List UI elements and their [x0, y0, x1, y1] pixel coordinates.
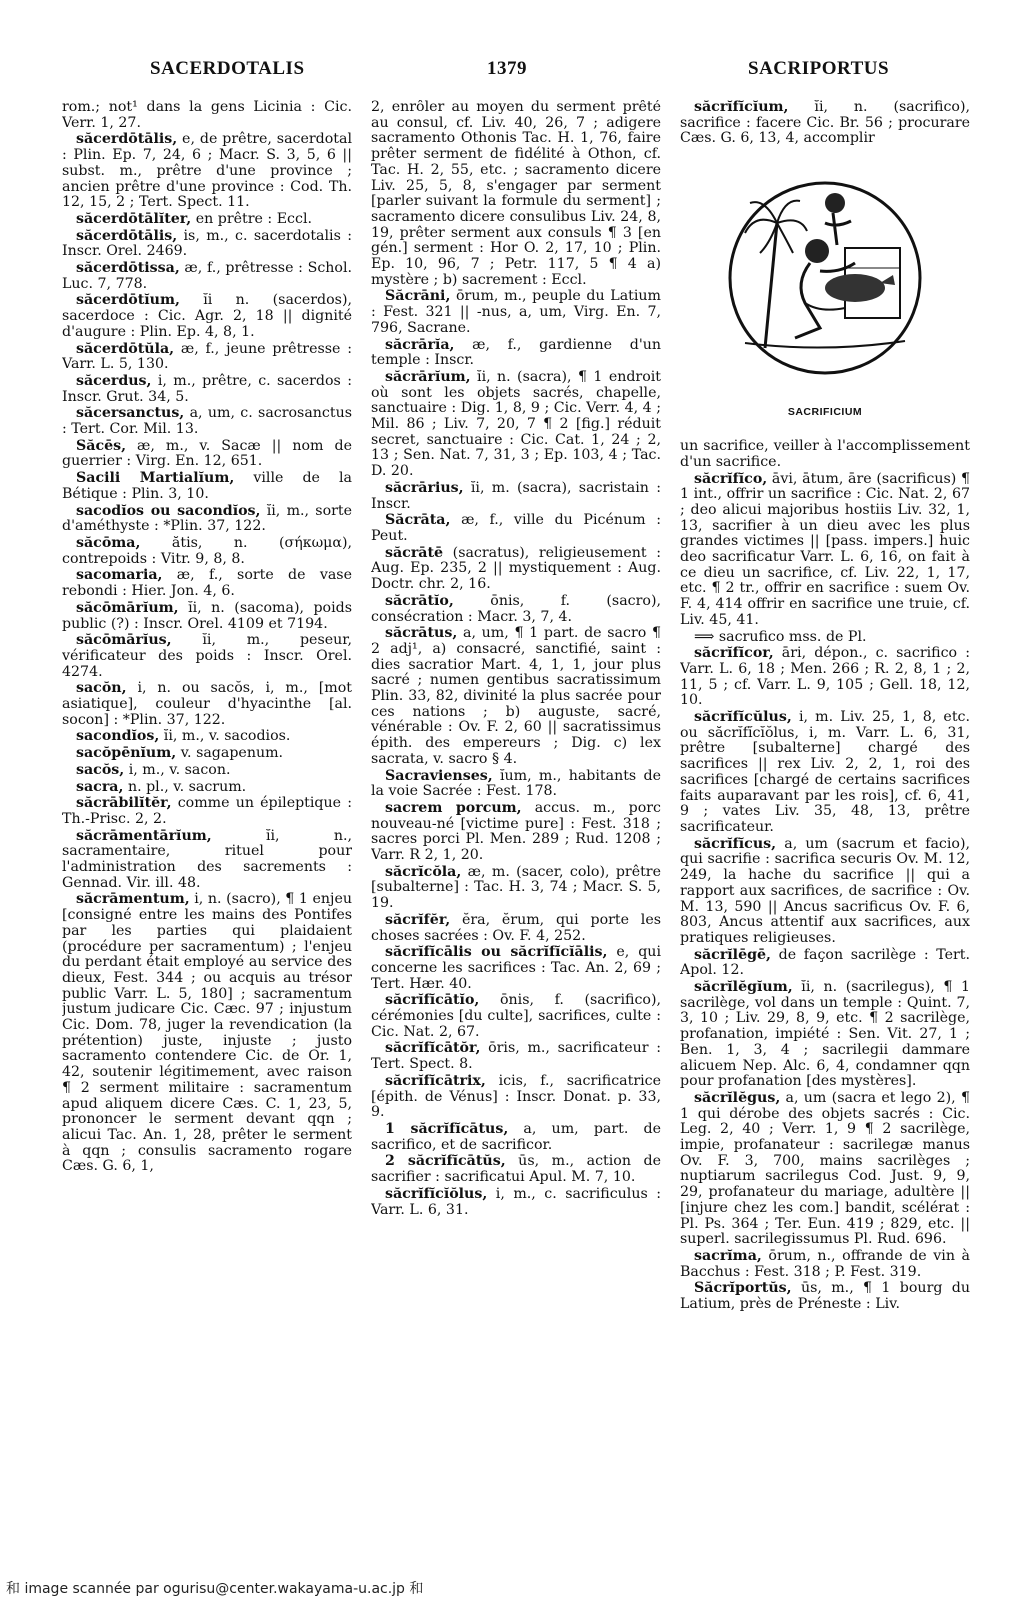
dictionary-entry — [371, 513, 661, 544]
entry-definition: a, um, ¶ 1 part. de sacro ¶ 2 adj¹, a) consacré, sanctifié, saint : dies sacratior Mart. 4, 1, 1, jour plus sacré ; numen gentibus sacratissimum Plin. 33, 82, divinité la plus sacrée pour ces nations ; b) auguste, sacré, vénérable : Ov. F. 2, 60 || sacratissimus épith. des empereurs ; Dig. c) lex sacrata, v. sacro § 4. — [371, 625, 661, 767]
dictionary-entry — [62, 568, 352, 599]
entry-headword: săcrĭlēgē, — [694, 946, 771, 963]
dictionary-entry — [371, 1187, 661, 1218]
entry-headword: săcrĭcŏla, — [385, 863, 462, 880]
entry-headword: sacŏs, — [76, 761, 125, 778]
dictionary-entry — [371, 370, 661, 480]
entry-headword: săcrĭlĕgus, — [694, 1089, 781, 1106]
dictionary-entry — [62, 471, 352, 502]
page-header — [0, 58, 1024, 88]
dictionary-entry — [62, 633, 352, 680]
entry-headword: săcerdōtālĭter, — [76, 210, 192, 227]
entry-headword: săcōma, — [76, 534, 141, 551]
dictionary-entry — [62, 504, 352, 535]
entry-definition: ūs, m., action de sacrifier : sacrificatui Apul. M. 7, 10. — [371, 1153, 661, 1186]
entry-headword: săcrāmentum, — [76, 891, 190, 908]
entry-headword: săcrāmentārĭum, — [76, 827, 212, 844]
dictionary-entry — [62, 439, 352, 470]
entry-definition: n. pl., v. sacrum. — [123, 778, 247, 795]
entry-headword: săcerdus, — [76, 372, 152, 389]
entry-headword: săcrĭfĭcātŏr, — [385, 1040, 481, 1057]
entry-definition: i, m., prêtre, c. sacerdos : Inscr. Grut. 34, 5. — [62, 372, 352, 405]
entry-definition: a, um, c. sacrosanctus : Tert. Cor. Mil. 13. — [62, 405, 352, 438]
entry-headword: săcrĭfĭcālis ou săcrĭfĭcĭālis, — [385, 944, 608, 961]
entry-definition: ĭum, m., habitants de la voie Sacrée : Fest. 178. — [371, 767, 661, 800]
entry-headword: Sacili Martialĭum, — [76, 470, 235, 487]
entry-definition: is, m., c. sacerdotalis : Inscr. Orel. 2469. — [62, 227, 352, 260]
entry-definition: accus. m., porc nouveau-né [victime pure] : Fest. 318 ; sacres porci Pl. Men. 289 ; Rud. 1208 ; Varr. R 2, 1, 20. — [371, 799, 661, 864]
entry-definition: āri, dépon., c. sacrifico : Varr. L. 6, 18 ; Men. 266 ; R. 2, 8, 1 ; 2, 11, 5 ; cf. Varr. L. 9, 105 ; Gell. 18, 12, 10. — [680, 645, 970, 709]
entry-definition: de façon sacrilège : Tert. Apol. 12. — [680, 946, 970, 979]
entry-definition: (sacratus), religieusement : Aug. Ep. 235, 2 || mystiquement : Aug. Doctr. chr. 2, 16. — [371, 544, 661, 593]
entry-headword: sacodĭos ou sacondĭos, — [76, 502, 261, 519]
entry-definition: a, um (sacrum et facio), qui sacrifie : sacrifica securis Ov. M. 12, 249, la hache du sacrifice || qui a rapport aux sacrifices, de sacrifice : Ov. M. 13, 590 || Ancus sacrificus Ov. F. 6, 803, Ancus attentif aux sacrifices, aux pratiques religieuses. — [680, 835, 970, 946]
dictionary-entry — [62, 212, 352, 228]
entry-headword: săcrĭlĕgĭum, — [694, 979, 793, 996]
dictionary-entry — [371, 289, 661, 336]
entry-headword: săcrĭfĭco, — [694, 470, 768, 487]
entry-headword: sacomaria, — [76, 567, 163, 584]
entry-headword: săcrātus, — [385, 625, 458, 642]
entry-definition: ĭi, n. (sacra), ¶ 1 endroit où sont les objets sacrés, chapelle, sanctuaire : Dig. 1, 8, 9 ; Cic. Verr. 4, 4 ; Mil. 86 ; Liv. 7, 20, 7 ¶ 2 [fig.] réduit secret, sanctuaire : Cic. Cat. 1, 24 ; 2, 13 ; Sen. Nat. 7, 31, 3 ; Ep. 103, 4 ; Tac. D. 20. — [371, 368, 661, 480]
entry-definition: i, n. ou sacŏs, i, m., [mot asiatique], couleur d'hyacinthe [al. socon] : *Plin. 37, 122. — [62, 680, 352, 728]
entry-definition: 2, enrôler au moyen du serment prêté au consul, cf. Liv. 40, 26, 7 ; adigere sacramento Othonis Tac. H. 1, 76, faire prêter serment de fidélité à Othon, cf. Tac. H. 2, 55, etc. ; sacramento dicere Liv. 25, 5, 8, s'engager par serment [parler suivant la formule du serment] ; sacramento dicere consulibus Liv. 24, 8, 19, prêter serment aux consuls ¶ 3 [en gén.] serment : Hor O. 2, 17, 10 ; Plin. Ep. 10, 96, 7 ; Petr. 117, 5 ¶ 4 a) mystère ; b) sacrement : Eccl. — [371, 100, 661, 288]
dictionary-entry — [680, 646, 970, 709]
entry-definition: i, m., v. sacon. — [124, 761, 231, 778]
entry-definition: ōrum, n., offrande de vin à Bacchus : Fest. 318 ; P. Fest. 319. — [680, 1247, 970, 1280]
entry-definition: comme un épileptique : Th.-Prisc. 2, 2. — [62, 795, 352, 827]
dictionary-entry — [62, 729, 352, 745]
right-guide-word: SACRIPORTUS — [748, 58, 890, 79]
entry-headword: săcerdōtālis, — [76, 131, 178, 148]
entry-headword: săcrĭfĭcātĭo, — [385, 992, 480, 1009]
entry-headword: săcrĭfĭcĭŏlus, — [385, 1185, 488, 1202]
dictionary-entry — [371, 626, 661, 767]
entry-definition: æ, f., gardienne d'un temple : Inscr. — [371, 336, 661, 369]
entry-definition: i, m., c. sacrificulus : Varr. L. 6, 31. — [371, 1185, 661, 1218]
dictionary-entry — [371, 338, 661, 369]
entry-definition: æ, f., prêtresse : Schol. Luc. 7, 778. — [62, 260, 352, 292]
entry-definition: ĭi, m., peseur, vérificateur des poids : Inscr. Orel. 4274. — [62, 632, 352, 680]
entry-definition: ĭi, m. (sacra), sacristain : Inscr. — [371, 479, 661, 512]
entry-headword: sacra, — [76, 778, 124, 795]
entry-headword: săcrĭfĭcĭum, — [694, 100, 789, 115]
dictionary-columns — [62, 100, 970, 1540]
dictionary-entry — [62, 829, 352, 892]
entry-definition: ĭi, n., sacramentaire, rituel pour l'administration des sacrements : Gennad. Vir. ill. 48. — [62, 827, 352, 891]
entry-headword: săcerdōtissa, — [76, 260, 180, 277]
entry-headword: săcerdōtālis, — [76, 227, 178, 244]
entry-definition: ĭi, m., sorte d'améthyste : *Plin. 37, 122. — [62, 502, 352, 535]
dictionary-entry — [371, 993, 661, 1040]
entry-definition: v. sagapenum. — [176, 745, 284, 762]
entry-headword: săcersanctus, — [76, 405, 185, 422]
entry-definition: en prêtre : Eccl. — [191, 210, 312, 227]
dictionary-entry — [62, 796, 352, 827]
dictionary-entry — [371, 913, 661, 944]
dictionary-entry — [371, 1122, 661, 1153]
dictionary-entry — [62, 536, 352, 567]
entry-definition: ville de la Bétique : Plin. 3, 10. — [62, 470, 352, 502]
entry-headword: săcrĭfĕr, — [385, 911, 451, 928]
entry-definition: ōnis, f. (sacro), consécration : Macr. 3, 7, 4. — [371, 592, 661, 625]
entry-definition: ōris, m., sacrificateur : Tert. Spect. 8. — [371, 1040, 661, 1073]
column-1 — [62, 100, 352, 1540]
dictionary-entry — [680, 472, 970, 629]
dictionary-entry — [371, 481, 661, 512]
dictionary-entry — [62, 601, 352, 632]
entry-definition: icis, f., sacrificatrice [épith. de Vénus] : Inscr. Donat. p. 33, 9. — [371, 1072, 661, 1121]
dictionary-entry — [371, 801, 661, 864]
dictionary-entry — [371, 945, 661, 992]
dictionary-entry — [371, 1041, 661, 1072]
entry-headword: săcrārĭum, — [385, 368, 471, 385]
entry-definition: ōrum, m., peuple du Latium : Fest. 321 || -nus, a, um, Virg. En. 7, 796, Sacrane. — [371, 288, 661, 336]
dictionary-entry — [371, 546, 661, 593]
entry-definition: ĕra, ĕrum, qui porte les choses sacrées : Ov. F. 4, 252. — [371, 911, 661, 944]
dictionary-entry — [371, 865, 661, 912]
entry-definition: i, n. (sacro), ¶ 1 enjeu [consigné entre les mains des Pontifes par les parties qui plaidaient (procédure per sacramentum) ; l'enjeu du perdant était employé au service des dieux, Fest. 344 ; ou acquis au trésor public Varr. L. 5, 180] ; sacramentum justum judicare Cic. Cæc. 97 ; injustum Cic. Dom. 78, juger la revendication (la prétention) juste, injuste ; justo sacramento contendere Cic. de Or. 1, 42, soutenir légitimement, avec raison ¶ 2 serment militaire : sacramentum apud aliquem dicere Cæs. C. 1, 23, 5, prononcer le serment devant qqn ; alicui Tac. An. 1, 28, prêter le serment à qqn ; consulis sacramento rogare Cæs. G. 6, 1, — [62, 891, 352, 1175]
entry-definition: æ, m., v. Sacæ || nom de guerrier : Virg. En. 12, 651. — [62, 437, 352, 470]
dictionary-entry — [62, 892, 352, 1175]
figure-caption: SACRIFICIUM — [787, 406, 863, 419]
entry-headword: Săcrāta, — [385, 512, 451, 529]
dictionary-entry — [62, 100, 352, 131]
dictionary-entry — [371, 769, 661, 800]
entry-headword: săcrĭfĭcātrix, — [385, 1072, 486, 1089]
dictionary-entry — [62, 406, 352, 437]
entry-headword: săcrĭfĭcus, — [694, 835, 777, 852]
dictionary-entry — [62, 293, 352, 340]
entry-headword: Săcēs, — [76, 437, 127, 454]
column-3 — [680, 100, 970, 1540]
entry-headword: sacŏpēnĭum, — [76, 745, 177, 762]
entry-headword: 1 săcrĭfĭcātus, — [385, 1121, 509, 1137]
dictionary-entry — [680, 439, 970, 470]
entry-headword: 2 săcrĭfĭcātŭs, — [385, 1153, 506, 1170]
entry-headword: săcerdōtĭum, — [76, 292, 180, 309]
dictionary-entry — [371, 1074, 661, 1121]
dictionary-entry — [680, 630, 970, 646]
dictionary-entry — [680, 948, 970, 979]
entry-headword: săcrĭfĭcor, — [694, 645, 774, 662]
entry-headword: săcrārius, — [385, 479, 464, 496]
dictionary-entry — [680, 980, 970, 1090]
sacrifice-illustration — [680, 153, 970, 433]
entry-definition: æ, f., ville du Picénum : Peut. — [371, 512, 661, 544]
entry-headword: săcrĭfĭcŭlus, — [694, 709, 792, 726]
dictionary-entry — [371, 100, 661, 288]
dictionary-entry — [680, 1091, 970, 1248]
dictionary-entry — [371, 1154, 661, 1185]
entry-headword: sacŏn, — [76, 680, 127, 697]
entry-headword: săcerdōtŭla, — [76, 340, 175, 357]
dictionary-entry — [680, 1281, 970, 1312]
dictionary-entry — [680, 837, 970, 947]
entry-definition: a, um (sacra et lego 2), ¶ 1 qui dérobe des objets sacrés : Cic. Leg. 2, 40 ; Verr. 1, 9 ¶ 2 sacrilège, impie, profanateur : sacrilegæ manus Ov. F. 3, 700, mains sacrilèges ; nuptiarum sacrilegus Cod. Just. 9, 9, 29, profanateur du mariage, adultère || [injure chez les com.] bandit, scélérat : Pl. Ps. 364 ; Ter. Eun. 419 ; 829, etc. || superl. sacrilegissumus Pl. Rud. 696. — [680, 1089, 970, 1248]
dictionary-entry — [62, 763, 352, 779]
entry-definition: e, qui concerne les sacrifices : Tac. An. 2, 69 ; Tert. Hær. 40. — [371, 944, 661, 992]
entry-headword: sacrem porcum, — [385, 799, 522, 816]
dictionary-entry — [62, 342, 352, 373]
entry-definition: ōnis, f. (sacrifico), cérémonies [du culte], sacrifices, culte : Cic. Nat. 2, 67. — [371, 992, 661, 1040]
entry-headword: săcrātĭo, — [385, 592, 454, 609]
entry-definition: ĭi, m., v. sacodios. — [159, 728, 291, 745]
entry-definition: a, um, part. de sacrifico, et de sacrificor. — [371, 1121, 661, 1153]
dictionary-entry — [371, 594, 661, 625]
entry-definition: ĭi, n. (sacrifico), sacrifice : facere Cic. Br. 56 ; procurare Cæs. G. 6, 13, 4, accomplir — [680, 100, 970, 147]
entry-headword: săcrātē — [385, 544, 444, 561]
dictionary-entry — [680, 1249, 970, 1280]
sacrifice-scene-image — [725, 153, 925, 403]
entry-definition: ĭi, n. (sacoma), poids public (?) : Inscr. Orel. 4109 et 7194. — [62, 599, 352, 632]
entry-headword: săcrābilĭtĕr, — [76, 795, 172, 812]
entry-headword: sacondĭos, — [76, 728, 160, 745]
entry-definition: ūs, m., ¶ 1 bourg du Latium, près de Préneste : Liv. — [680, 1280, 970, 1313]
entry-headword: săcōmārĭus, — [76, 632, 172, 649]
entry-definition: ĭi, n. (sacrilegus), ¶ 1 sacrilège, vol dans un temple : Quint. 7, 3, 10 ; Liv. 29, 8, 9, etc. ¶ 2 sacrilège, profanation, impiété : Sen. Vit. 27, 1 ; Ben. 1, 3, 4 ; sacrilegii dammare alicuem Nep. Alc. 6, 4, condamner qqn pour profanation [des mystères]. — [680, 979, 970, 1090]
page-number: 1379 — [487, 58, 527, 79]
dictionary-entry — [62, 374, 352, 405]
entry-definition: æ, f., jeune prêtresse : Varr. L. 5, 130. — [62, 340, 352, 373]
dictionary-entry — [680, 710, 970, 836]
entry-definition: ĭi n. (sacerdos), sacerdoce : Cic. Agr. 2, 18 || dignité d'augure : Plin. Ep. 4, 8, 1. — [62, 292, 352, 340]
entry-headword: Săcrĭportŭs, — [694, 1280, 792, 1297]
entry-definition: i, m. Liv. 25, 1, 8, etc. ou săcrĭfĭcĭŏlus, i, m. Varr. L. 6, 31, prêtre [subalterne] chargé des sacrifices || rex Liv. 2, 2, 1, roi des sacrifices [chargé de certains sacrifices faits auparavant par les rois], cf. 6, 41, 9 ; vates Liv. 35, 48, 13, prêtre sacrificateur. — [680, 709, 970, 835]
entry-headword: săcrārĭa, — [385, 336, 455, 353]
entry-definition: āvi, ātum, āre (sacrificus) ¶ 1 int., offrir un sacrifice : Cic. Nat. 2, 67 ; deo alicui majoribus hostiis Liv. 32, 1, 13, sacrifier à un dieu avec les plus grandes victimes || [pass. impers.] huic deo sacrificatur Varr. L. 6, 16, on fait à ce dieu un sacrifice, cf. Liv. 22, 1, 17, etc. ¶ 2 tr., offrir en sacrifice : suem Ov. F. 4, 414 offrir en sacrifice une truie, cf. Liv. 45, 41. — [680, 470, 970, 628]
entry-definition: un sacrifice, veiller à l'accomplissement d'un sacrifice. — [680, 438, 970, 470]
entry-definition: rom.; not¹ dans la gens Licinia : Cic. Verr. 1, 27. — [62, 100, 352, 131]
entry-definition: e, de prêtre, sacerdotal : Plin. Ep. 7, 24, 6 ; Macr. S. 3, 5, 6 || subst. m., prêtre d'une province ; ancien prêtre d'une province : Cod. Th. 12, 15, 2 ; Tert. Spect. 11. — [62, 131, 352, 211]
entry-definition: ⟹ sacrufico mss. de Pl. — [694, 628, 867, 645]
entry-headword: Sacravienses, — [385, 767, 493, 784]
entry-headword: Săcrāni, — [385, 288, 451, 305]
entry-definition: æ, m. (sacer, colo), prêtre [subalterne] : Tac. H. 3, 74 ; Macr. S. 5, 19. — [371, 863, 661, 912]
dictionary-entry — [62, 746, 352, 762]
dictionary-entry — [62, 132, 352, 211]
entry-definition: ătis, n. (σήκωμα), contrepoids : Vitr. 9, 8, 8. — [62, 534, 352, 567]
left-guide-word: SACERDOTALIS — [150, 58, 305, 79]
entry-headword: săcōmārĭum, — [76, 599, 179, 616]
scan-credit: 和 image scannée par ogurisu@center.wakayama-u.ac.jp 和 — [6, 1581, 424, 1597]
dictionary-entry — [680, 100, 970, 147]
dictionary-entry — [62, 229, 352, 260]
entry-headword: sacrĭma, — [694, 1247, 762, 1264]
dictionary-entry — [62, 780, 352, 796]
entry-definition: æ, f., sorte de vase rebondi : Hier. Jon. 4, 6. — [62, 567, 352, 600]
dictionary-entry — [62, 681, 352, 728]
column-2 — [371, 100, 661, 1540]
dictionary-entry — [62, 261, 352, 292]
